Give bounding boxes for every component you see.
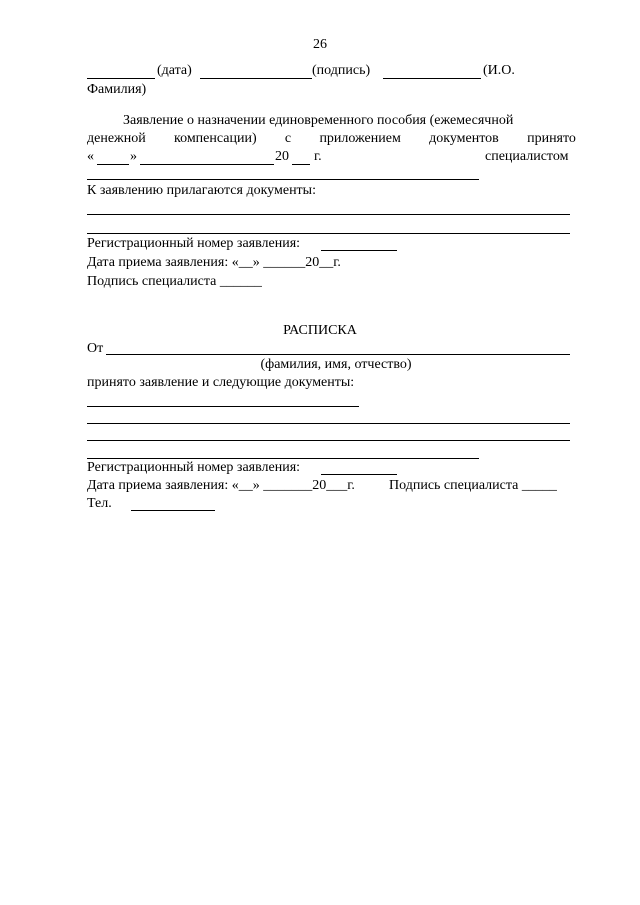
- attachments-label: К заявлению прилагаются документы:: [87, 183, 316, 198]
- reg-number-blank: [321, 250, 397, 251]
- application-line-2: [87, 132, 576, 146]
- specialist-blank: [87, 179, 479, 180]
- accept-date-label: Дата приема заявления: «__» ______20__г.: [87, 255, 341, 270]
- year-suffix: г.: [314, 149, 322, 164]
- accepted-label: принято заявление и следующие документы:: [87, 375, 355, 390]
- quote-close: »: [130, 149, 137, 164]
- receipt-reg-number-label: Регистрационный номер заявления:: [87, 460, 301, 475]
- documents-line-2: [87, 423, 570, 424]
- word: принято: [527, 131, 576, 146]
- signature-blank: [200, 78, 312, 79]
- day-blank: [97, 164, 129, 165]
- phone-label: Тел.: [87, 496, 112, 511]
- specialist-word: специалистом: [485, 149, 569, 164]
- reg-number-label: Регистрационный номер заявления:: [87, 236, 301, 251]
- specialist-signature-label: Подпись специалиста ______: [87, 274, 262, 289]
- attachments-line-2: [87, 233, 570, 234]
- receipt-reg-number-blank: [321, 474, 397, 475]
- date-caption: (дата): [157, 63, 192, 78]
- word: с: [284, 131, 292, 146]
- from-blank: [106, 354, 570, 355]
- documents-line-4: [87, 458, 479, 459]
- quote-open: «: [87, 149, 94, 164]
- month-blank: [140, 164, 274, 165]
- phone-blank: [131, 510, 215, 511]
- fio-caption: (фамилия, имя, отчество): [260, 357, 412, 372]
- signature-caption: (подпись): [312, 63, 371, 78]
- date-blank: [87, 78, 155, 79]
- receipt-specialist-label: Подпись специалиста _____: [389, 478, 557, 493]
- word: приложением: [319, 131, 401, 146]
- year-prefix: 20: [275, 149, 289, 164]
- name-caption-part2: Фамилия): [87, 82, 147, 97]
- documents-line-1: [87, 406, 359, 407]
- receipt-accept-date-label: Дата приема заявления: «__» _______20___г.: [87, 478, 355, 493]
- word: документов: [429, 131, 499, 146]
- page-number: 26: [313, 37, 327, 52]
- name-caption-part1: (И.О.: [483, 63, 515, 78]
- receipt-title: РАСПИСКА: [283, 323, 357, 338]
- from-label: От: [87, 341, 104, 356]
- word: денежной: [87, 131, 146, 146]
- year-blank: [292, 164, 310, 165]
- attachments-line-1: [87, 214, 570, 215]
- application-line-1: Заявление о назначении единовременного пособия (ежемесячной: [123, 113, 514, 128]
- word: компенсации): [174, 131, 257, 146]
- name-blank: [383, 78, 481, 79]
- documents-line-3: [87, 440, 570, 441]
